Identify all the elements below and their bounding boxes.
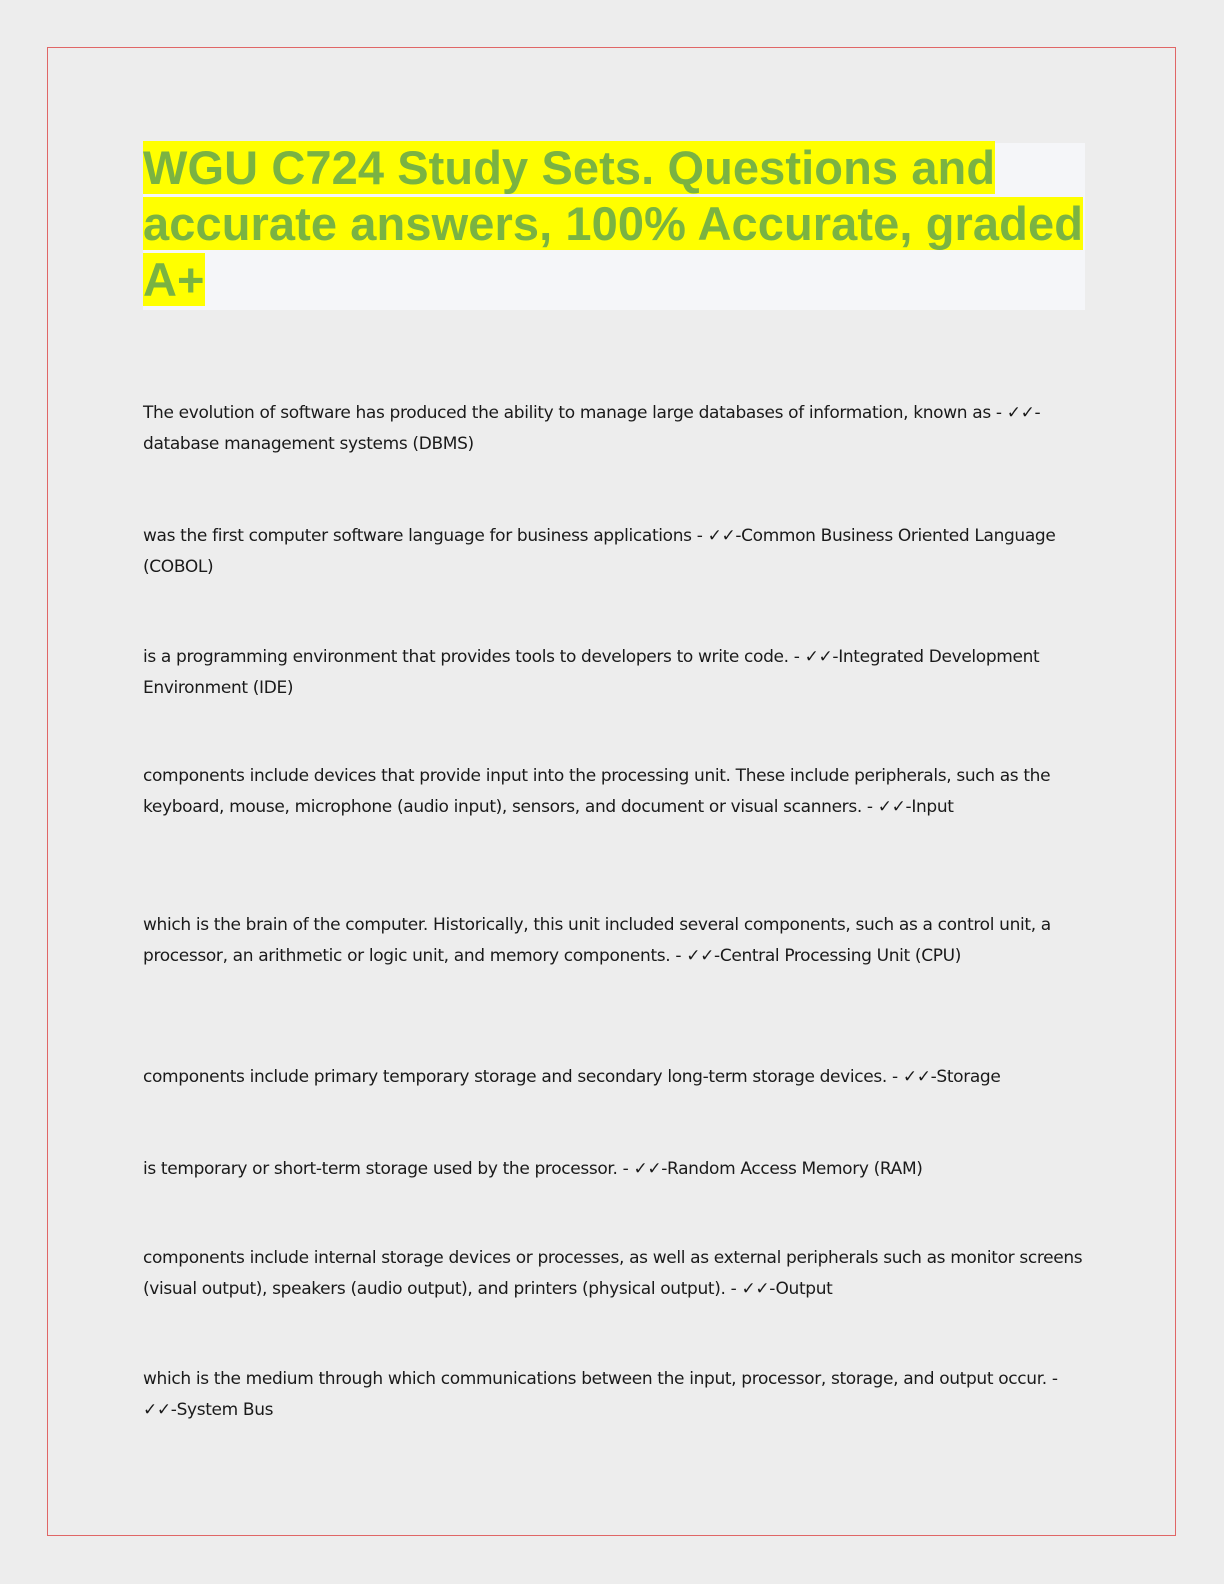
question-text: was the first computer software language for business applications [143, 526, 692, 546]
check-marks: - ✓✓- [886, 1067, 937, 1087]
check-marks: - ✓✓- [725, 1279, 776, 1299]
answer-text: Integrated Development Environment (IDE) [143, 647, 1040, 698]
answer-text: Central Processing Unit (CPU) [719, 946, 961, 966]
answer-text: System Bus [176, 1400, 274, 1420]
question-text: is a programming environment that provides tools to developers to write code. [143, 647, 789, 667]
qa-item [143, 1154, 1093, 1185]
qa-item [143, 398, 1093, 460]
answer-text: Output [775, 1279, 833, 1299]
qa-item [143, 1364, 1093, 1426]
answer-text: database management systems (DBMS) [143, 434, 474, 454]
check-marks: - ✓✓- [861, 797, 912, 817]
question-text: is temporary or short-term storage used by the processor. [143, 1159, 618, 1179]
answer-text: Input [911, 797, 954, 817]
answer-text: Common Business Oriented Language (COBOL) [143, 526, 1056, 577]
check-marks: - ✓✓- [990, 403, 1041, 423]
qa-item [143, 1243, 1093, 1305]
qa-item [143, 910, 1093, 972]
qa-item [143, 642, 1093, 704]
check-marks: - ✓✓- [143, 1369, 1058, 1420]
question-text: components include devices that provide input into the processing unit. These include peripherals, such as the keyboard, mouse, microphone (audio input), sensors, and document or visual scanners. [143, 766, 1051, 817]
question-text: The evolution of software has produced the ability to manage large databases of information, known as [143, 403, 991, 423]
answer-text: Random Access Memory (RAM) [667, 1159, 923, 1179]
answer-text: Storage [936, 1067, 1001, 1087]
document-title [143, 140, 1085, 308]
question-text: which is the brain of the computer. Historically, this unit included several components, such as a control unit, a processor, an arithmetic or logic unit, and memory components. [143, 915, 1051, 966]
qa-item [143, 1062, 1093, 1093]
qa-item [143, 761, 1093, 823]
question-text: components include primary temporary storage and secondary long-term storage devices. [143, 1067, 887, 1087]
check-marks: - ✓✓- [788, 647, 839, 667]
title-highlight: WGU C724 Study Sets. Questions and accurate answers, 100% Accurate, graded A+ [143, 141, 1084, 306]
question-text: which is the medium through which communications between the input, processor, storage, and output occur. [143, 1369, 1047, 1389]
check-marks: - ✓✓- [617, 1159, 668, 1179]
check-marks: - ✓✓- [691, 526, 742, 546]
qa-item [143, 521, 1093, 583]
check-marks: - ✓✓- [670, 946, 720, 966]
question-text: components include internal storage devices or processes, as well as external peripherals such as monitor screens (visual output), speakers (audio output), and printers (physical output). [143, 1248, 1083, 1299]
